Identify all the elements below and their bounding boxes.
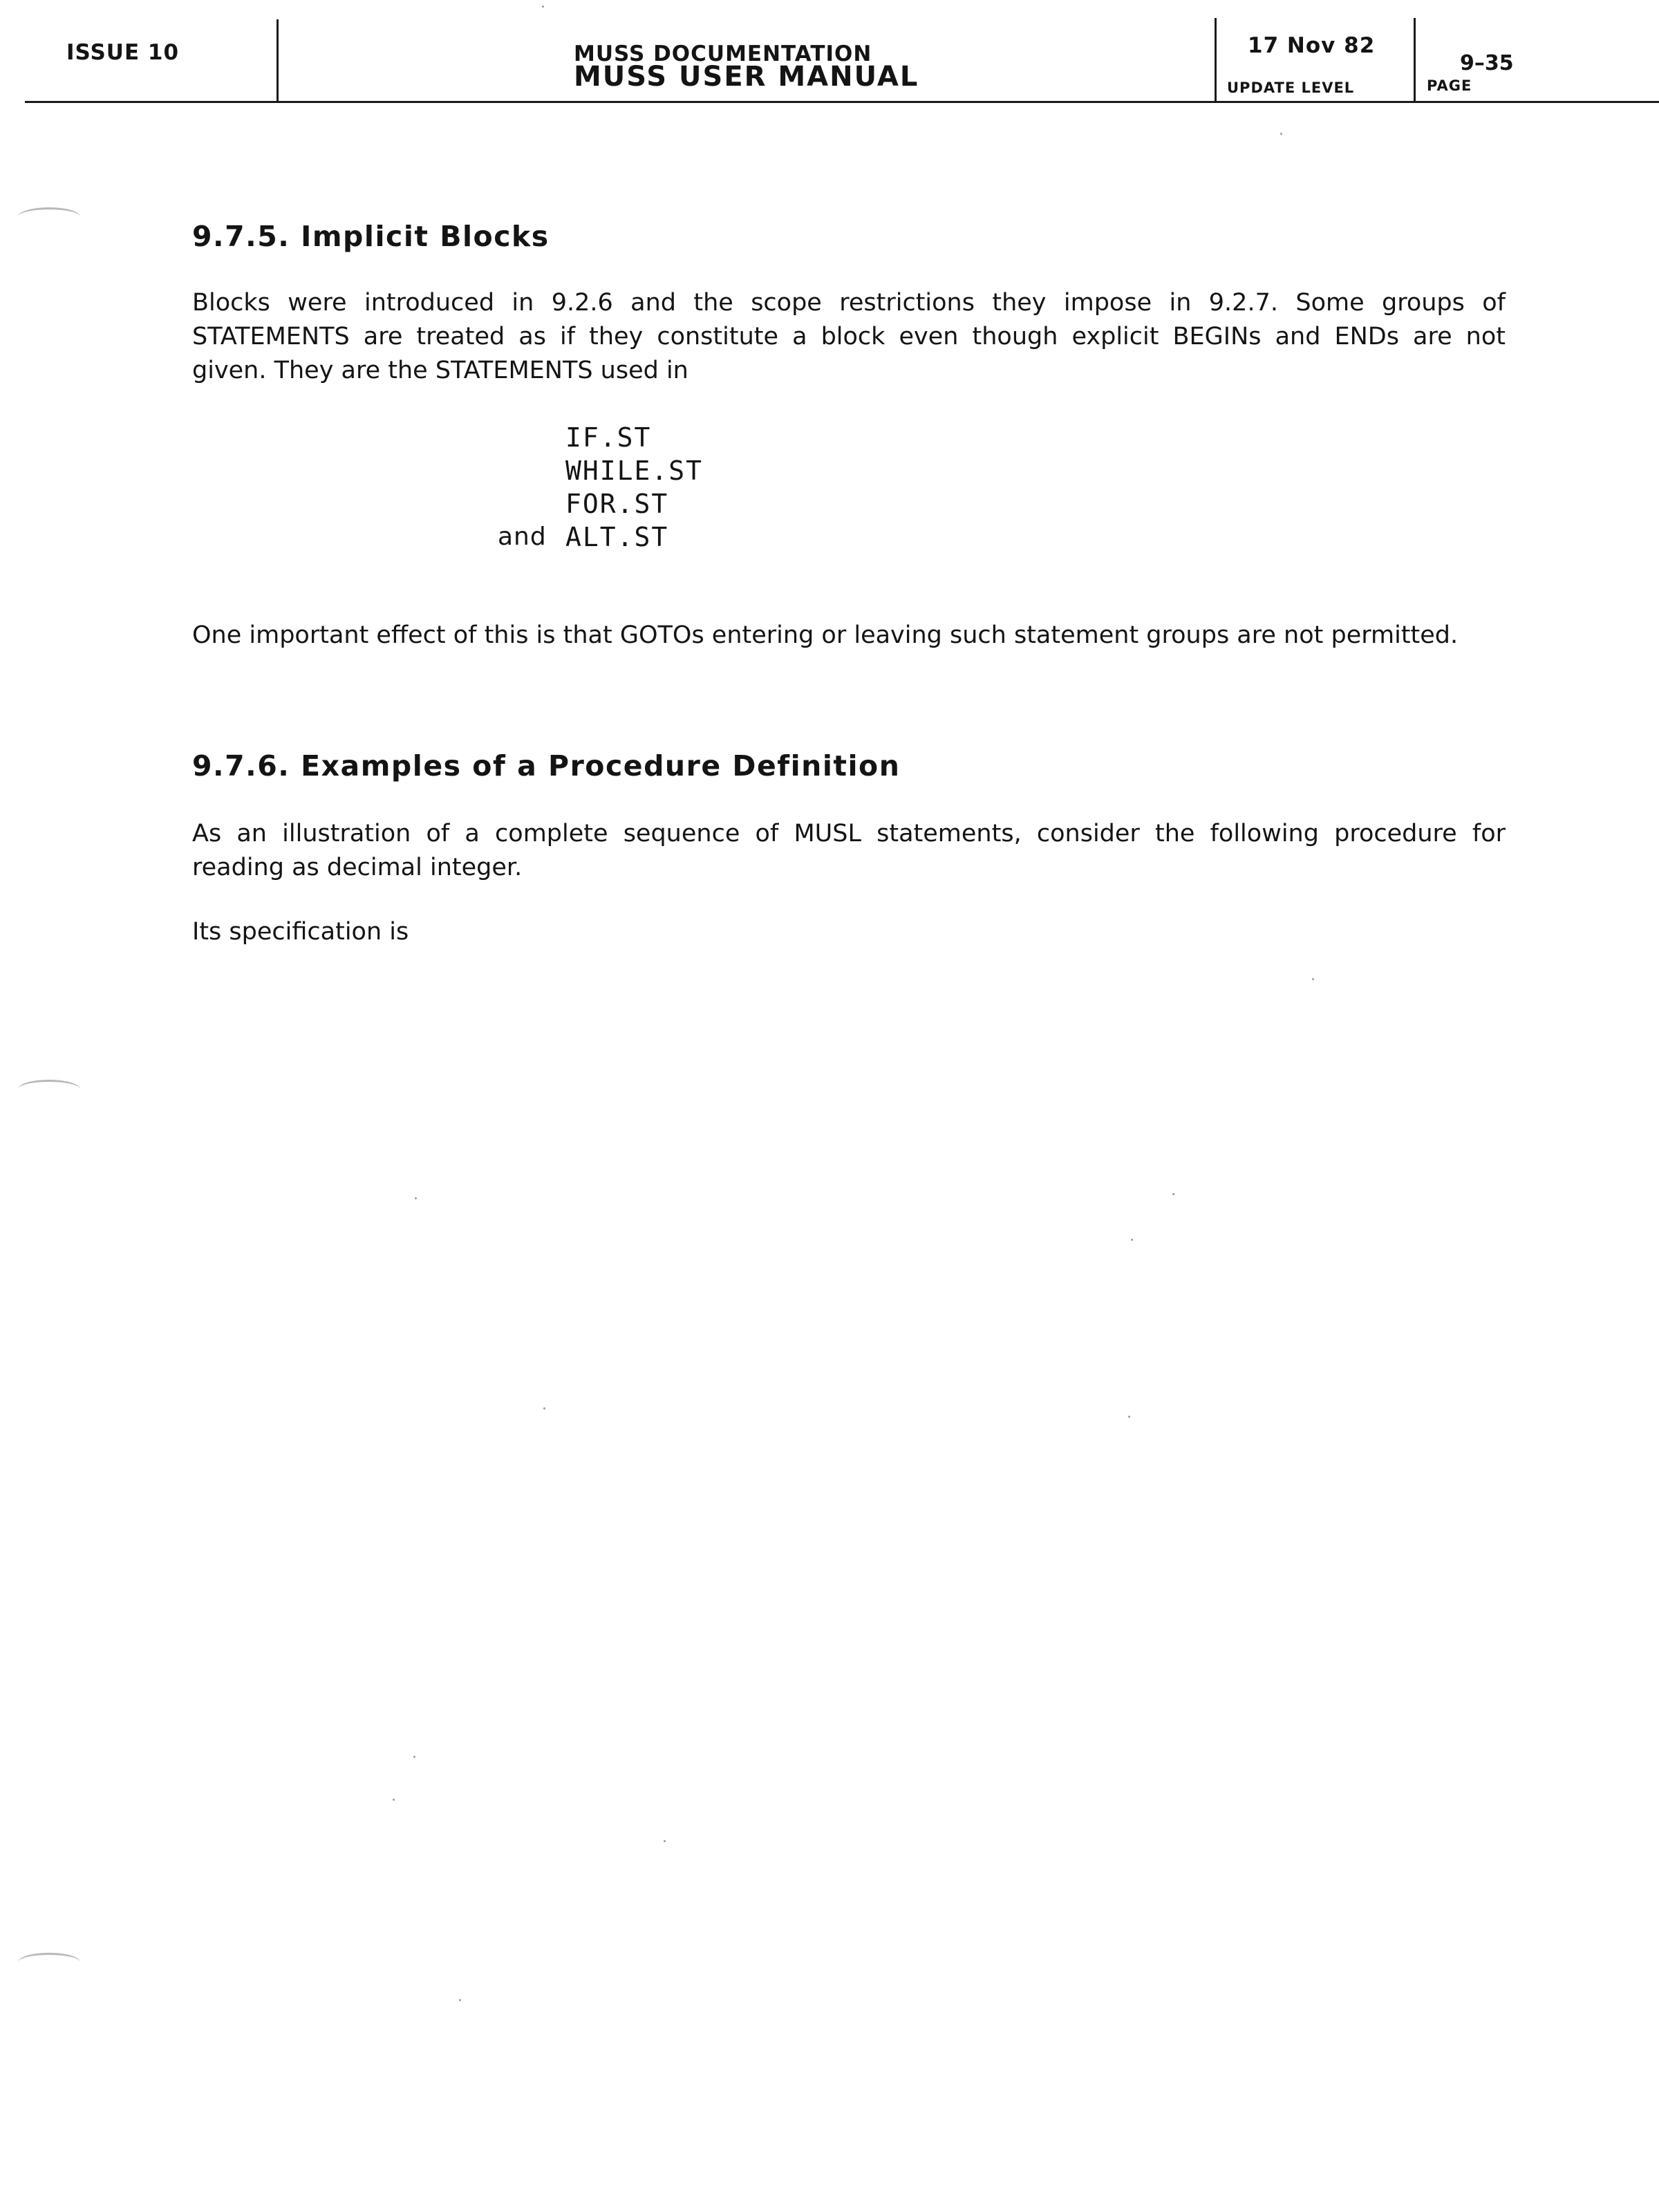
paragraph-line: reading as decimal integer. — [192, 854, 523, 881]
scan-speck — [413, 1756, 415, 1758]
scan-speck — [1131, 1239, 1133, 1241]
header-divider — [1215, 18, 1217, 102]
scan-speck — [543, 1407, 545, 1409]
header-divider — [1414, 18, 1416, 102]
header-rule — [25, 101, 1659, 103]
document-subtitle: MUSS DOCUMENTATION — [574, 41, 872, 66]
scan-speck — [459, 1999, 461, 2001]
scan-speck — [1172, 1193, 1174, 1195]
scan-speck — [1128, 1416, 1130, 1418]
statement-row — [498, 521, 703, 554]
statement-row — [498, 487, 703, 521]
statement-name: ALT.ST — [565, 522, 669, 552]
page-header — [0, 0, 1659, 104]
paragraph-line: As an illustration of a complete sequence of MUSL statements, consider the following procedure for — [192, 820, 1506, 847]
binder-hole-mark — [18, 1953, 80, 1971]
scan-speck — [415, 1197, 417, 1199]
section-heading-procedure-examples: 9.7.6. Examples of a Procedure Definition — [192, 749, 901, 782]
document-title: MUSS USER MANUAL — [574, 61, 919, 93]
statement-prefix — [498, 421, 565, 454]
statement-name: WHILE.ST — [565, 456, 704, 486]
update-date: 17 Nov 82 — [1248, 33, 1376, 58]
issue-number: ISSUE 10 — [66, 40, 180, 65]
paragraph-line: Its specification is — [192, 918, 409, 946]
paragraph-line: given. They are the STATEMENTS used in — [192, 357, 688, 384]
section-note — [192, 619, 1506, 653]
statement-row — [498, 454, 703, 487]
statement-prefix — [498, 487, 565, 521]
statement-prefix: and — [498, 523, 547, 551]
statement-name: IF.ST — [565, 422, 652, 453]
statement-name: FOR.ST — [565, 489, 669, 519]
section-paragraph — [192, 286, 1506, 388]
binder-hole-mark — [18, 207, 80, 226]
update-level-label: UPDATE LEVEL — [1227, 79, 1355, 96]
paragraph-line: STATEMENTS are treated as if they constitute a block even though explicit BEGINs and ENDs are not — [192, 323, 1506, 350]
section-heading-implicit-blocks: 9.7.5. Implicit Blocks — [192, 220, 550, 253]
scan-speck — [664, 1840, 666, 1842]
scan-speck — [393, 1799, 395, 1801]
statement-row — [498, 421, 703, 454]
binder-hole-mark — [18, 1080, 80, 1098]
scan-speck — [542, 6, 544, 8]
statement-list — [498, 421, 703, 554]
statement-prefix — [498, 454, 565, 487]
page-number: 9–35 — [1460, 51, 1514, 75]
specification-intro — [192, 915, 1506, 949]
header-divider — [276, 19, 279, 102]
section-paragraph — [192, 817, 1506, 885]
scan-speck — [1312, 978, 1314, 980]
scan-speck — [1280, 133, 1282, 135]
paragraph-line: Blocks were introduced in 9.2.6 and the scope restrictions they impose in 9.2.7. Some groups of — [192, 289, 1506, 317]
page-label: PAGE — [1427, 77, 1472, 94]
paragraph-line: One important effect of this is that GOTOs entering or leaving such statement groups are not permitted. — [192, 621, 1459, 649]
